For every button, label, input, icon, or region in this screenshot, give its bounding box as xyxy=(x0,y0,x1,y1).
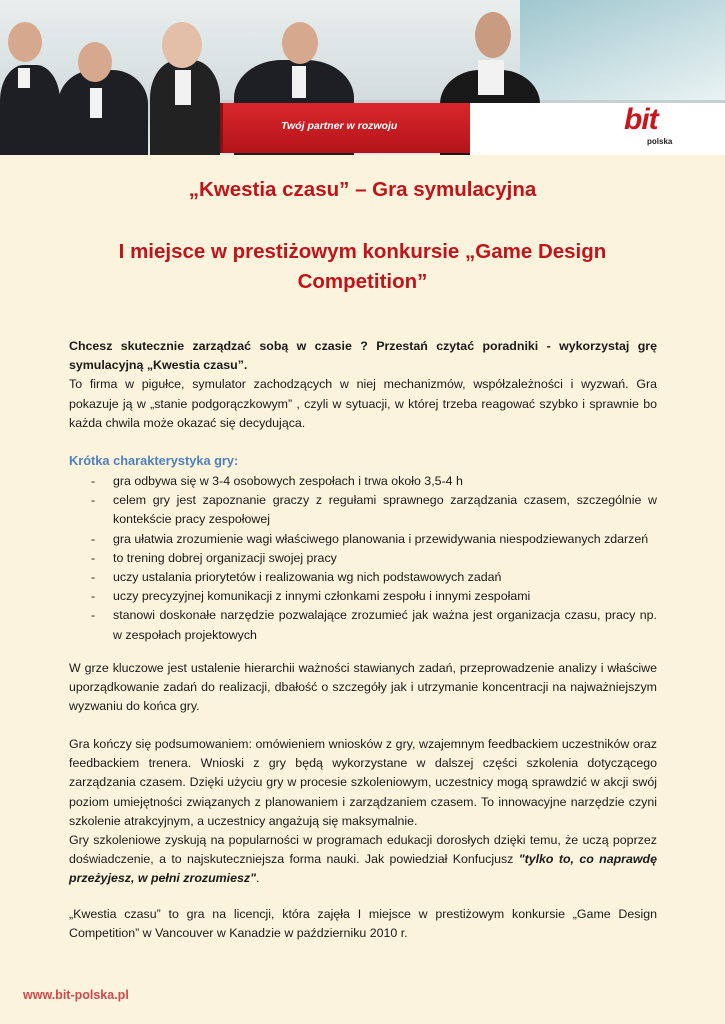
intro-lead: Chcesz skutecznie zarządzać sobą w czasie ? Przestań czytać poradniki - wykorzystaj grę symulacyjną „Kwestia czasu”. xyxy=(69,339,657,373)
bullet-dash: - xyxy=(91,608,96,623)
list-item xyxy=(69,606,657,644)
characteristics-heading: Krótka charakterystyka gry: xyxy=(69,453,239,468)
header-banner xyxy=(0,0,725,155)
bullet-dash: - xyxy=(91,589,96,604)
list-item xyxy=(69,472,657,491)
confucius-quote: "tylko to, co naprawdę przeżyjesz, w pełni zrozumiesz" xyxy=(69,852,657,886)
list-item xyxy=(69,549,657,568)
slogan-text: Twój partner w rozwoju xyxy=(281,120,398,132)
summary-paragraph xyxy=(69,735,657,889)
popularity-text: Gry szkoleniowe zyskują na popularności w programach edukacji dorosłych dzięki temu, że uczą poprzez doświadczenie, a to najskuteczniejsza forma nauki. Jak powiedział Konfucjusz xyxy=(69,833,657,867)
list-item-text: uczy ustalania priorytetów i realizowania wg nich podstawowych zadań xyxy=(113,570,502,585)
list-item-text: gra ułatwia zrozumienie wagi właściwego planowania i przewidywania niespodziewanych zdarzeń xyxy=(113,531,649,546)
logo-background xyxy=(470,103,725,155)
bullet-dash: - xyxy=(91,550,96,565)
bullet-dash: - xyxy=(91,570,96,585)
award-title-line2: Competition” xyxy=(297,270,428,293)
banner-window xyxy=(520,0,725,110)
bullet-dash: - xyxy=(91,474,96,488)
list-item xyxy=(69,568,657,587)
list-item xyxy=(69,491,657,529)
list-item-text: to trening dobrej organizacji swojej pracy xyxy=(113,550,337,565)
bit-logo-subtitle: polska xyxy=(647,137,673,146)
list-item-text: uczy precyzyjnej komunikacji z innymi członkami zespołu i innymi zespołami xyxy=(113,589,531,604)
key-paragraph: W grze kluczowe jest ustalenie hierarchii ważności stawianych zadań, przeprowadzenie analizy i właściwe uporządkowanie zadań do realizacji, dbałość o szczegóły jak i utrzymanie koncentracji na najważniejszym wyzwaniu do końca gry. xyxy=(69,661,657,714)
characteristics-list xyxy=(69,472,657,645)
award-title xyxy=(0,237,725,297)
footer-website-link[interactable]: www.bit-polska.pl xyxy=(23,988,129,1002)
list-item-text: celem gry jest zapoznanie graczy z regułami sprawnego zarządzania czasem, szczególnie w kontekście pracy zespołowej xyxy=(113,493,657,527)
slogan-bar xyxy=(220,103,473,153)
list-item-text: stanowi doskonałe narzędzie pozwalające zrozumieć jak ważna jest organizacja czasu, pracy np. w zespołach projektowych xyxy=(113,608,657,642)
list-item xyxy=(69,530,657,549)
bullet-dash: - xyxy=(91,493,96,508)
list-item xyxy=(69,587,657,606)
bit-logo: bit xyxy=(624,103,658,136)
intro-paragraph xyxy=(69,337,657,433)
license-paragraph: „Kwestia czasu” to gra na licencji, która zajęła I miejsce w prestiżowym konkursie „Game Design Competition” w Vancouver w Kanadzie w październiku 2010 r. xyxy=(69,907,657,941)
intro-text: To firma w pigułce, symulator zachodzących w niej mechanizmów, współzależności i wyzwań. Gra pokazuje ją w „stanie podgorączkowym” , czyli w sytuacji, w której trzeba reagować szybko i sprawnie bo każda chwila może okazać się decydująca. xyxy=(69,377,657,430)
summary-text: Gra kończy się podsumowaniem: omówieniem wniosków z gry, wzajemnym feedbackiem uczestników oraz feedbackiem trenera. Wnioski z gry będą wykorzystane w dalszej części szkolenia dotyczącego zarządzania czasem. Dzięki użyciu gry w procesie szkoleniowym, uczestnicy mogą sprawdzić w akcji swój poziom umiejętności związanych z planowaniem i zarządzaniem czasem. To innowacyjne narzędzie czyni szkolenie atrakcyjnym, a uczestnicy angażują się maksymalnie. xyxy=(69,737,657,828)
quote-end: . xyxy=(255,871,260,886)
page-title: „Kwestia czasu” – Gra symulacyjna xyxy=(188,178,537,201)
bullet-dash: - xyxy=(91,531,96,546)
list-item-text: gra odbywa się w 3-4 osobowych zespołach i trwa około 3,5-4 h xyxy=(113,474,463,488)
award-title-line1: I miejsce w prestiżowym konkursie „Game Design xyxy=(118,240,607,263)
